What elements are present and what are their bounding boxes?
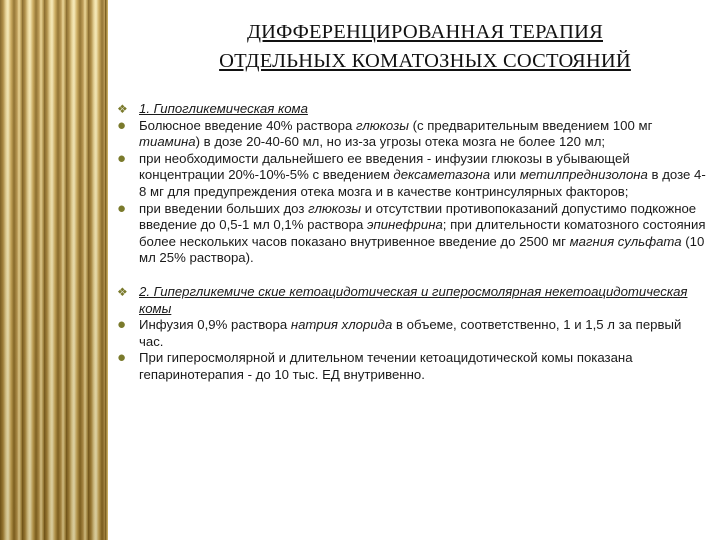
list-item [117,350,707,383]
list-item [117,201,707,267]
list-item [117,317,707,350]
list-item-text: Болюсное введение 40% раствора глюкозы (с предварительным введением 100 мг тиамина) в дозе 20-40-60 мл, но из-за угрозы отека мозга не более 120 мл; [139,117,653,150]
round-bullet-icon: ● [117,116,127,134]
round-bullet-icon: ● [117,349,127,367]
section-heading-1 [117,101,707,118]
round-bullet-icon: ● [117,316,127,334]
diamond-bullet-icon: ❖ [117,284,128,299]
slide-content [117,101,707,384]
decorative-gold-panel [0,0,105,540]
section-1-title: 1. Гипогликемическая кома [139,101,308,116]
title-line-2: ОТДЕЛЬНЫХ КОМАТОЗНЫХ СОСТОЯНИЙ [219,50,631,72]
list-item-text: при введении больших доз глюкозы и отсутствии противопоказаний допустимо подкожное введение до 0,5-1 мл 0,1% раствора эпинефрина; при длительности коматозного состояния более нескольких часов показано внутривенное введение до 2500 мг магния сульфата (10 мл 25% раствора). [139,200,706,266]
list-item [117,118,707,151]
panel-divider [105,0,108,540]
section-heading-2 [117,284,707,317]
diamond-bullet-icon: ❖ [117,102,128,116]
slide-title [140,18,710,76]
section-2-title: 2. Гипергликемиче ские кетоацидотическая и гиперосмолярная некетоацидотическая комы [139,283,688,316]
round-bullet-icon: ● [117,199,127,217]
spacer [117,267,707,284]
round-bullet-icon: ● [117,149,127,167]
list-item-text: При гиперосмолярной и длительном течении кетоацидотической комы показана гепаринотерапия - до 10 тыс. ЕД внутривенно. [139,350,633,382]
title-line-1: ДИФФЕРЕНЦИРОВАННАЯ ТЕРАПИЯ [246,21,603,43]
list-item [117,151,707,201]
list-item-text: Инфузия 0,9% раствора натрия хлорида в объеме, соответственно, 1 и 1,5 л за первый час. [139,317,682,349]
list-item-text: при необходимости дальнейшего ее введения - инфузии глюкозы в убывающей концентрации 20%-10%-5% с введением дексаметазона или метилпреднизолона в дозе 4-8 мг для предупреждения отека мозга и в качестве контринсулярных факторов; [139,150,706,199]
